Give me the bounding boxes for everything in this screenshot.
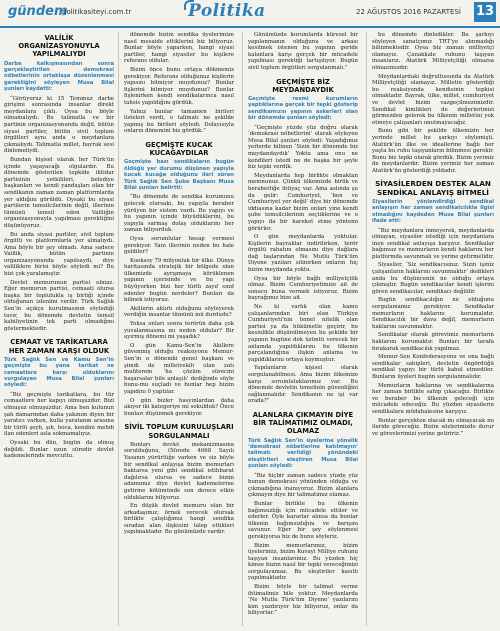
article-paragraph: O gün bizler hasyınlardan daha akıyor iki kategoriye mi sokulduk? Önce bunları düşünmek gerekiyor.: [124, 397, 234, 417]
article-paragraph: “Görüyoruz ki 15 Temmuz darbe girişimi sonrasında insanlar direkt meydanlara çıktı. Oysa bu böyle olmamalıydı. Bu talimatla ve bir partinin organizasyonunda değil, bütün siyasi partiler, bütün sivil toplum örgütleri aynı anda o meydanlara çıkmalıydı. Talimatla millet, bayrak sesi dinlemeliydi.: [4, 95, 114, 155]
article-headline: SİYASİLERDEN DESTEK ALAN SENDİKAL ANLAYIŞ BİTMELİ: [375, 179, 491, 197]
article-paragraph: Siyasiler, ‘Siz sendikacısınız. Sizin işiniz çalışanların haklarını savunmaktır’ dedikleri anda bu düşüncenin ne olduğu ortaya çıkmıştır. Bugün sendikacılar kendi işlerini gören sendikacılar, sendikacı değildir.: [372, 262, 494, 295]
article-paragraph: Oysaki bu dün, bugün da olmuş değildi. Bunlar uzun süredir devlet kademelerinde mevcuttu.: [4, 440, 114, 460]
column-2: [124, 32, 234, 628]
article-paragraph: “Biz meydanlara inmeyerek, meydanlarda olmayan, siyasiler istediği için meydanlara inen sendikal anlayışa karşıyız. Sendikalar bağımsız ve memurların kendi haklarını her platformda savunmalı ve yerine getirmelidir.: [372, 227, 494, 260]
article-paragraph: Bugün sendikacılığın ne olduğunu sorgulamamız gerekiyor. Sendikalar memurların haklarını korumalıdır. Sendikacılık bir dava değil, memurların haklarını savunmaktır.: [372, 297, 494, 330]
article-paragraph: Yoksa onları sonra terörün daha çok yuvalanmasına mı neden oldular? Bir ayırmış dönemi mi yaşadık?: [124, 321, 234, 341]
article-paragraph: O gün Kamu-Sen’in Akillere güvenmiş olduğu reaksiyonu Memur-Sen’in o dönemki genel başkanı ve şimdi de milletvekili olan zatı muhterem ‘ha çözüm sürecini başarsalar bile anlaşılı’ dediğinde söyle bunu-mu suçladı ve bunlar hep bizim yapıdını 0 yaptılar.: [124, 342, 234, 395]
article-block: [248, 78, 358, 405]
article-paragraph: Bunlar birlikte bu ülkenin bağımsızlığı için mücadele ettiler ve ederler. Öyle kararlar alınsa da bunlar ülkenin bağımsızlığını ve barışını savunur. Eğer bir şey söylenmesi gerekiyorsa biz de bunu söyleriz.: [248, 500, 358, 540]
article-block: [372, 32, 494, 174]
article-paragraph: Günümüzde kurumlarda küresel bir yapılanmanın olduğunu ve arkası kesilmek istenen bu yapının geride kalanlara karşı gerçek bir mücadele yapılması gerektiği tartışılıyor. Bugün sivil toplum örgütleri sorgulanmalı.”: [248, 32, 358, 71]
article-block: [124, 423, 234, 536]
article-paragraph: Meydanlarda hep birlikte olmaktan memnunuz. Çünkü ülkemizde birlik ve beraberliğe ihtiyaç var. Ama aslında şu da gelir: Cumhuriyet, ‘ben ve Cumhuriyet yer değil’ diye bir dönemde iddiasına kadar bizim onları yine kendi şube temsilcilerinin seçtiklerine ve o yapıyı da bir hareket etme yöntemi görürler.: [248, 172, 358, 232]
column-divider: [118, 32, 119, 626]
article-lead: Siyasilerin yönlendirdiği sendikal anlayışın her zaman sendikalcılıkla ilgisi olmadığını kaydeden Musa Bilal şunları ifade etti:: [372, 198, 494, 225]
article-paragraph: “Geçmişte yüzde yüz doğru olarak ‘demokrasi nöbetlerini’ olarak söyleyen Musa Bilal şunları söyledi: Yaşadığımız yerlerde bilinen ‘Sizin bir dönemde biz meydandaydık’ Yoktu ama onu ne kendileri istedi ne de başka bir şeyle biz tepki verdik.: [248, 124, 358, 171]
article-paragraph: Bu anda siyasi partiler, sivil toplum örgütü ve platformlarla yer almalıydı. Ama böyle bir şey olmadı. Ama sadece Valilik, bütün partinin organizasyonunda yapılsaydı, diye valiliklere birisi böyle söyledi mi? Bu bizi çok yaralamıştır.: [4, 231, 114, 278]
article-lead: Geçmişte resmi kurumların yaptıklarına gerçek bir tepki gösterip sendikamızın yapının askerleri olan bir dönemde şunları söyledi:: [248, 95, 358, 122]
article-paragraph: Memur-Sen Konfederasyonu ve ona bağlı sendikalar sahipleri, devletin öngördüğü sendikal yapıyı bir türlü kabul etmediler. Bunların üyeleri bugün sorgulanmalıdır.: [372, 354, 494, 380]
article-block: [4, 338, 114, 459]
logo-swoosh-icon: [184, 0, 194, 10]
article-block: [248, 32, 358, 72]
article-paragraph: Bizim memurlarımız, bizim üyelerimiz, bizim Kuvayi Milliye ruhunu taşıyan insanlarımız. Bu yüzden hiç kimse bizim nasıl bir tepki vereceğimizi sorgulayamaz. Bu eleştiriler kasıtlı yapılmaktadır.: [248, 542, 358, 582]
article-paragraph: Oysa bir böyle bağlı milliyetçilik olmaz. Bizim Cumhuriyetimize ait de sonucu buna vermek istiyoruz. Bizim bayrağımız bize ait.: [248, 275, 358, 302]
article-lead: Türk Sağlık Sen’in üyelerine yönelik ‘demokrasi nöbetlerine katılmayın’ talimatı verildiği yönündeki eleştirileri eleştiren Musa Bilal şunları söyledi:: [248, 437, 358, 470]
logo-text: Politika: [188, 1, 266, 21]
article-headline: GEÇMİŞTE KUCAK KUCAĞAYDILAR: [145, 140, 213, 158]
article-headline: GEÇMİŞTE BİZ MEYDANDAYDIK: [272, 77, 334, 94]
article-headline: CEMAAT VE TARİKATLARA HER ZAMAN KARŞI OLDUK: [8, 338, 110, 355]
column-3: [248, 32, 358, 628]
article-headline: SİVİL TOPLUM KURULUŞLARI SORGULANMALI: [124, 423, 234, 440]
article-block: [4, 34, 114, 332]
article-paragraph: dönemde bizim sendika üyelerimize nasıl mesaide ettiklerini biz biliyoruz. Bunlar böyle yaparken, hangi siyasi partiler, hangi siyasiler bu kişilere referans oldular.: [124, 32, 234, 65]
article-block: [124, 141, 234, 417]
column-1: [4, 32, 114, 628]
article-paragraph: Bunlar gerçekten olacak mı olmayacak mı ileride göreceğiz. Bizim sözlerimizde durur ve görevlerimizi yerine getiririz.”: [372, 417, 494, 437]
article-headline: VALİLİK ORGANİZASYONUYLA YAPILMALIYDI: [18, 34, 100, 59]
article-lead: Türk Sağlık Sen ve Kamu Sen’in geçmişte bu yana tarikat ve cemaatlere karşı olduklarını vurgulayan Musa Bilal şunları söyledi:: [4, 356, 114, 389]
page-number: 13: [474, 2, 496, 22]
article-paragraph: Memurların haklarına ve sendikalarına her zaman birlikte sahip çıkacağız. Birlikte ve beraber bu ülkenin geleceği için mücadele edeceğiz. Bu yüzden siyasilerin sendikalara müdahalesine karşıyız.: [372, 382, 494, 415]
article-paragraph: “Biz geçmişte tarikatlara, bu tür cemaatlere her kapıyı olmuşuzdur. Bizi olmuşuz olmuşuzdur. Ama ben kulunun şah damarından daha yakınım diyen bir yaratıcı varken, kulla yaratanın arasına bir türlü şeyh, şıh, hoca, kendini mehdi ilan edenleri asla sokmamalıyız.: [4, 391, 114, 438]
article-paragraph: Sendikalar olarak görevimiz memurların haklarını korumaktır. Bunları bir tarafa bırakarak sendikacılık yapılmaz.: [372, 332, 494, 352]
article-paragraph: Akillerin aklırlı olduğunu söyleyerek verdiğin insanlar tümünü mü durdudu?: [124, 305, 234, 319]
article-paragraph: bu dönemde dinledikler. Bu şarkıyı söyleyen sanatçımız TRT’ye alınmadığı bilinmektedir. Oysa biz zaman milliyetçi olamayız. Çanakkale ruhunu taşıyan insanlarız. Atatürk Milliyetçiliği olmazsa olmazımızdır.: [372, 32, 494, 71]
article-paragraph: Bunu gibi bir şekilde ülkemizin her yerinde millet bu şarkıyı söylemişti. Atatürk’ün ilke ve ideallerine bağlı her yaşta bu ruhu taşıyanların bilinmesi gerekir. Bunu biz tepki olarak gördük. Bizim yerimiz de meydanlardır. Bizim yerimiz her zaman Atatürk’ün gösterdiği yoldadır.: [372, 128, 494, 174]
article-paragraph: O gün meydanlarda yoktular. Kişilerin bayraklar indirilirken, terör örgütü rahatını olmasını diye dağlara dağ taşlarından Ne Mutlu Türk’üm Diyene yazıları silinirken onların hiç bizim meydanda yoktu.: [248, 234, 358, 274]
article-paragraph: Meydanlardaki doğrultusunda da Atatürk Milliyetçiliği olamayız. Milletin gösterdiği bu reaksiyonda kendisinin tepkisi olmaktadır. Bayrak, ülke, millet, cumhuriyet ve devlet bizim vazgeçilmezimizdir. Sendikal kimlikleri de değerlerimizi görmezden gelerek bu ülkenin milletini yok etmeye çalışanları unutmayacağız.: [372, 73, 494, 126]
article-block: [372, 180, 494, 437]
article-paragraph: “Biz hiçbir zaman sadece yüzde yüz bunun demokrasi yönünden olduğu ve çıkmadığına inanıyoruz. Bizim alanlara çıkmayın diye bir talimatımız olamaz.: [248, 472, 358, 499]
website-url: politikasiteyi.com.tr: [62, 8, 132, 16]
article-block: [124, 32, 234, 135]
article-lead: Geçmişte bazı sendikaların bugün öldüğü yer durumu düşünen yapıyla kucak kucağa olduğunu ileri süren Türk Sağlık Sen Şube Başkanı Musa Bilal şunları belirtti:: [124, 159, 234, 191]
article-paragraph: “Bu dönemde de sendika kurumunu gelecek olursaki, bu yapıyla beraber yürüyen bir sistem vardı. Bu yapıyı ve bu yapının içinde büyüdüklerini, bu yapıyla sarmaş dolaş olduklarını her zaman biliyorduk.: [124, 194, 234, 234]
article-paragraph: Yalnız bunlar tamamen birileri listeleri verdi, o talimatı ne şekilde yapmış bu birileri söyledi. Dolayısıyla onların dönemini biz gördük.”: [124, 108, 234, 135]
page-header: [0, 0, 500, 28]
column-divider: [242, 32, 243, 626]
article-paragraph: Bundan kişisel olarak her Türk’ün içinde yaşayacağı olgulardır. Bu dönemde gösterilen tepkide iktidar partisinin yetkilileri, belediye başkanları ve kendi yandaşları olan bir sendikanın zaman zaman platformlarda yer aldığını görüldü. Oysaki bu siyasi partilerin temsilcilerinin değil, illerinin tümünü temsil eden Valiliğin organizasyonuyla yapılması gerektiğini düşünüyoruz.: [4, 156, 114, 229]
article-paragraph: Bizim böyle bir talimat verme ihtimalimiz bile yoktur. Meydanlarda ‘Ne Mutlu Türk’üm Diyene’ yazılarını kim yazdırıyor biz biliyoruz, onlar da biliyorlar.”: [248, 584, 358, 617]
article-paragraph: Yapılanların kişisel olarak sorgulanabilmesi. Ama bizim ülkemize karşı sorumluluklarımız var. Bu dönemde devletin temelinin güvenliğini sağlanmalıdır. Sendikanın ne işi var orada?”: [248, 365, 358, 405]
article-paragraph: Oysa sorumlular hesap vermesi gerekiyor. Yani illerinin neden bu hale geldiler?: [124, 235, 234, 256]
article-paragraph: Bunları devlet mekanizmasına sorulduğunu, (Sürede 4668 Sayılı Yasanın yürürlüğe varken ve siz böyle bir sendikal anlayışa bizim memurları baktarsa yeni gibi sendikal istihbarat dağılırsa olursa ve sadece bizim adamımız diye devlet kademelerine getirme kötümünde son derece etkin olduklarını biliyoruz.: [124, 441, 234, 501]
article-paragraph: Kooksoy 79 milyonluk bir ülke. Dünya haritasında stratejik bir bölgede olan ülkemizde ayrışmaya körüklenen yapının içerisinde ve bu yapı büyüyorken bizi her türlü zayıf sınıf edenler bugün nerdeler? Bunları da bilmek istiyoruz.: [124, 257, 234, 304]
article-paragraph: Ne ki varlık olan kamu çalışanlarından biri olan Türkiye Cumhuriyeti’nin temel nitelik olan partisi ya da hükümetle geçirir, bu kesinlikle düşünülmeyen bu şekilde bir yapının bugüne dek üzüntü verecek bir anlamda yapıldıklarını bu ülkenin parçalandığına ilişkin anlama ve yapıldıklarını ortaya koymuştur.: [248, 304, 358, 363]
column-divider: [366, 32, 367, 626]
article-headline: ALANLARA ÇIKMAYIN DİYE BİR TALİMATIMIZ OLMADI, OLAMAZ: [252, 410, 354, 436]
article-paragraph: Devlet memurunun partisi olmaz. Eğer memurun partisi, cemaati olursa başka bir toplulukla iş birliği içinde olduğunun izlenimi verilir. Türk Sağlık Sen’in açıkça kurulmasının söylediği tavır, bu dönemde devletin temsil kabiliyetinin tek parti olmadığını göstermektedir.: [4, 279, 114, 332]
column-4: [372, 32, 494, 628]
article-block: [248, 411, 358, 617]
issue-date: 22 AĞUSTOS 2016 PAZARTESİ: [356, 8, 461, 16]
article-paragraph: Bizim önce bunu ortaya dökmemiz gerekiyor. Referans olduğunuz kişilerin yapısını bilmiyor muydunuz? Bunlar fişlerini bilmiyor muydunuz? Bunlar fişlenirken kendi sendikalarınca nasıl tahsis yapıldığını gördük.: [124, 66, 234, 106]
article-paragraph: En düşük devlet memuru olan bir arkadaşımız; örnek verecek olursak birlikte çalıştığımız hangi sendika sıradan alan ilişkisini talep ettikleri yapılmaktadır. Bu günümüzde vardır.: [124, 503, 234, 536]
newspaper-logo: [188, 1, 266, 21]
section-label: gündem: [8, 4, 68, 19]
article-lead: Darbe kalkışmasından sonra gerçekleştirilen demokrasi nöbetlerinin ortaklaşa düzenlenmesi gerektiğini söyleyen Musa Bilal şunları kaydetti:: [4, 60, 114, 93]
